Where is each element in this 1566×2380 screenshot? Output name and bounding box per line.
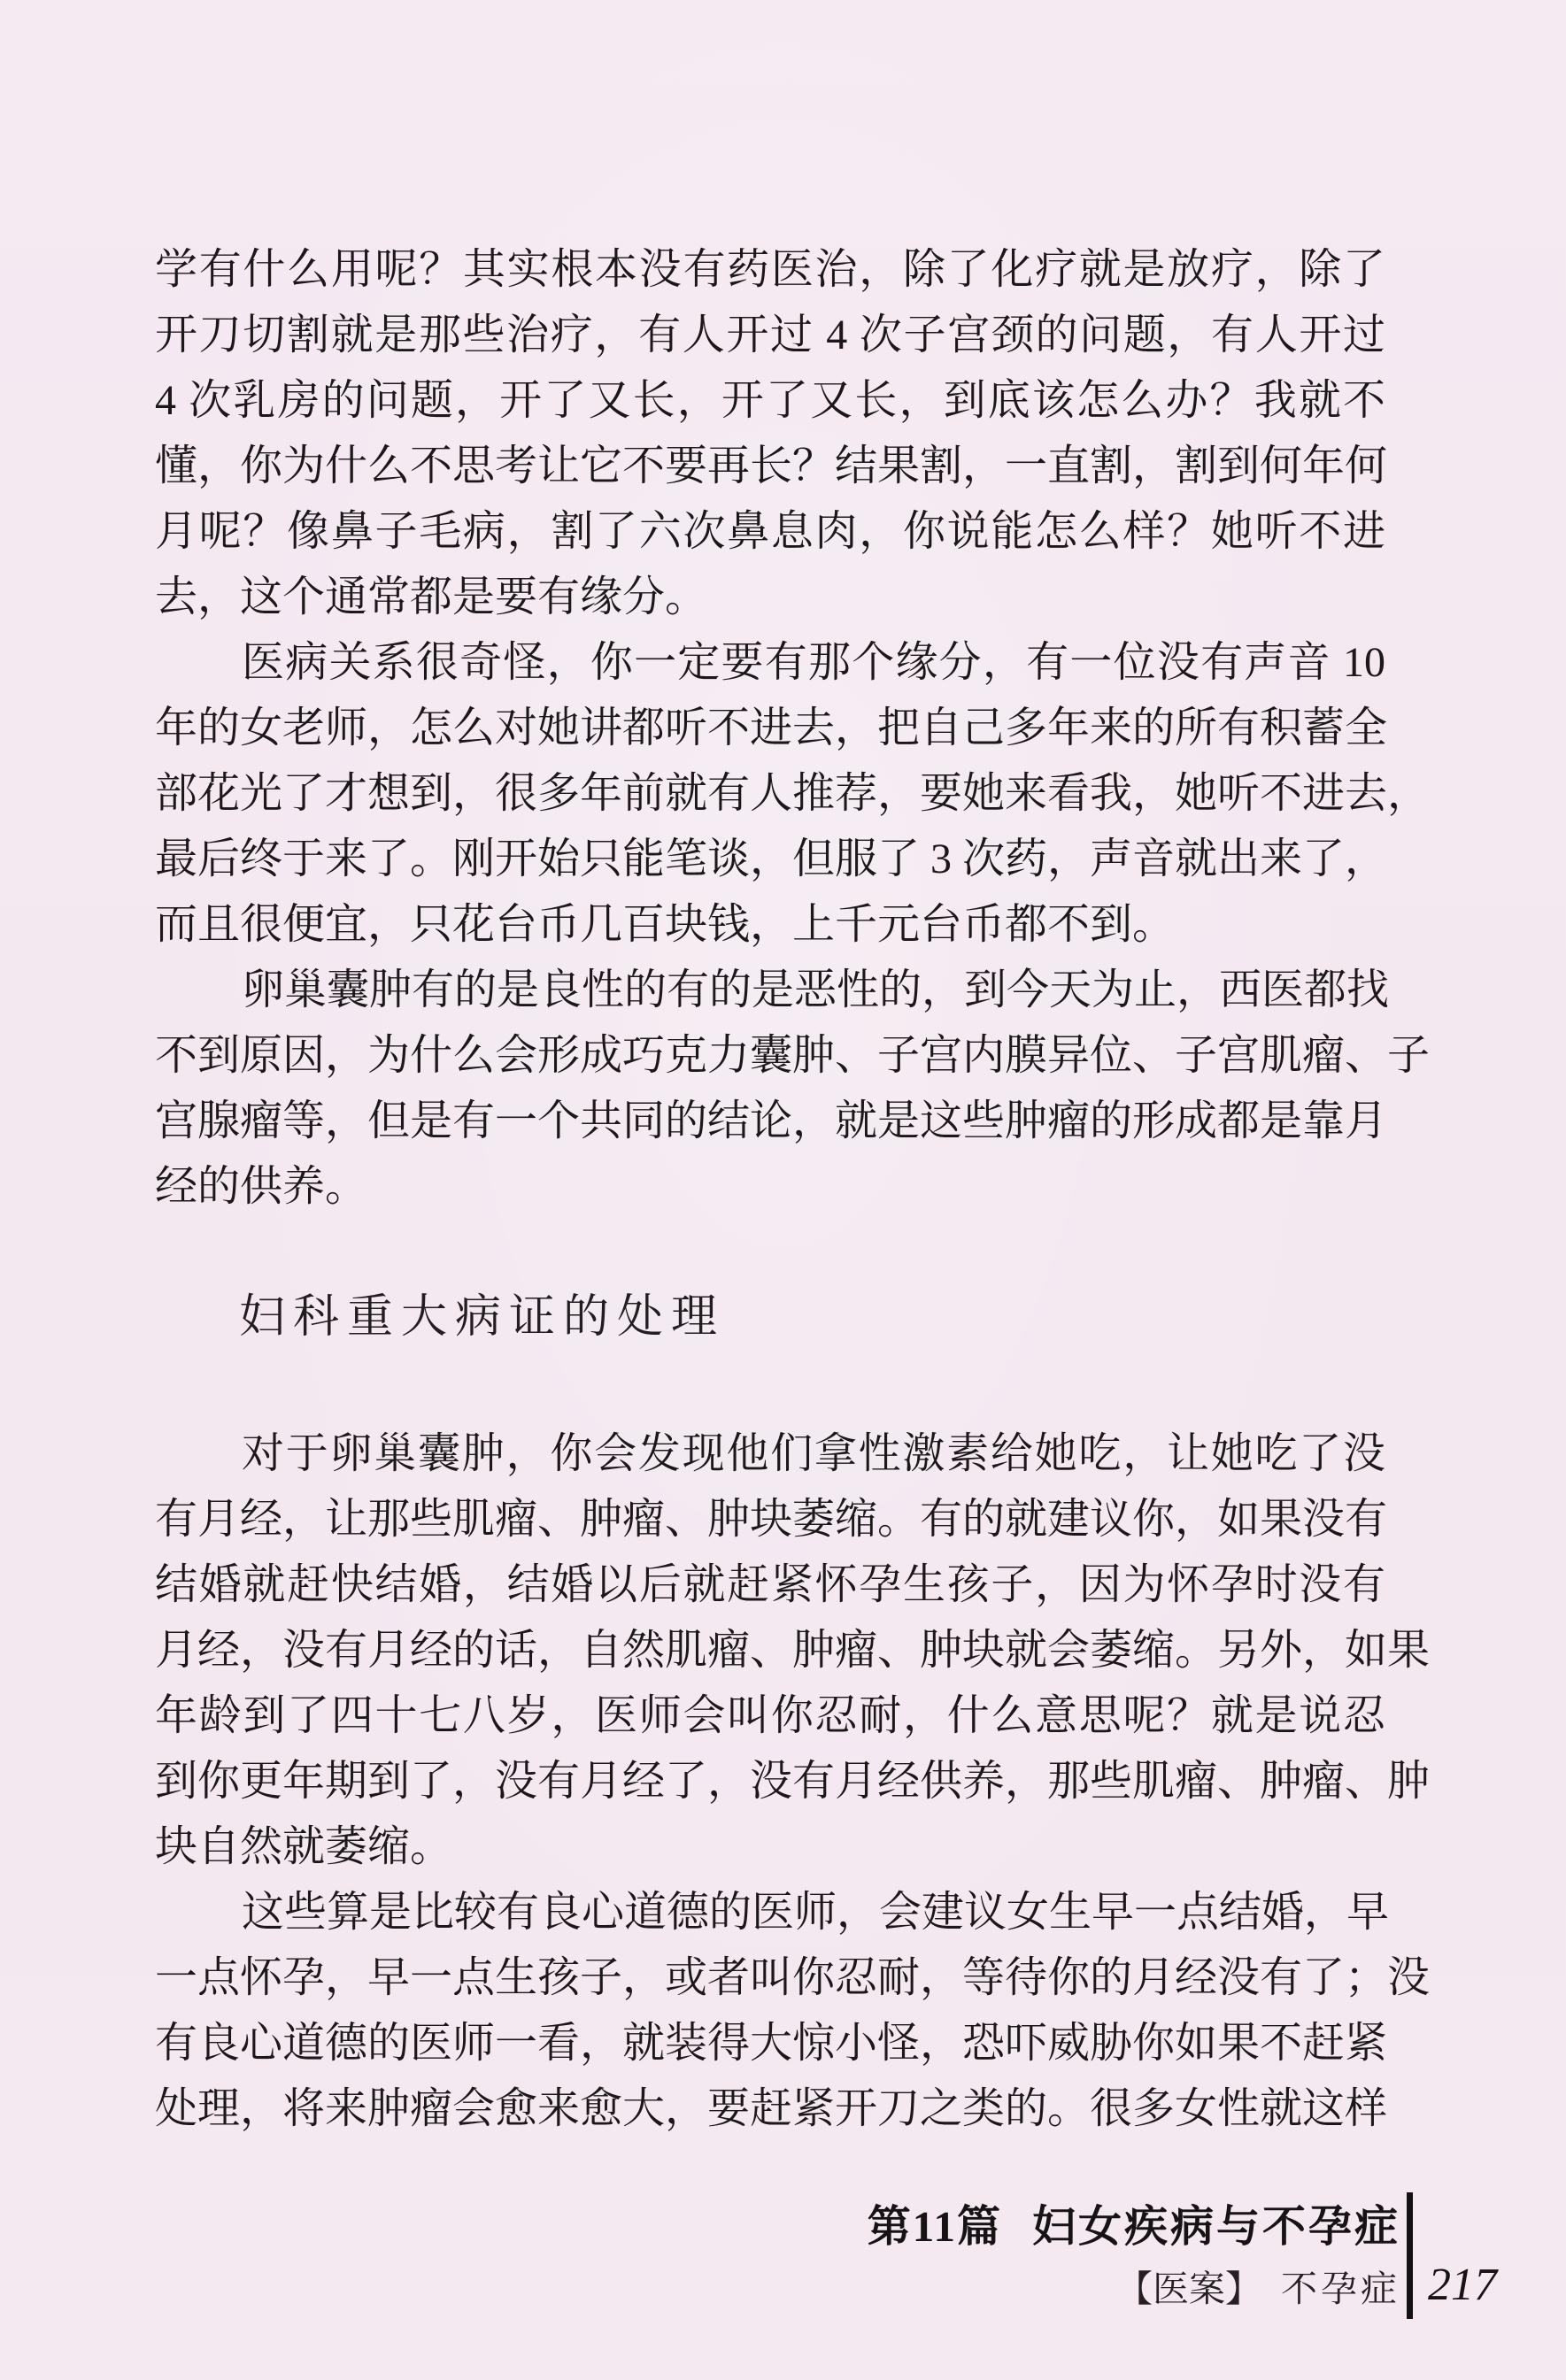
body-line: 部花光了才想到，很多年前就有人推荐，要她来看我，她听不进去，	[155, 770, 1431, 817]
chapter-number: 第11篇	[867, 2202, 1002, 2251]
body-line: 结婚就赶快结婚，结婚以后就赶紧怀孕生孩子，因为怀孕时没有	[155, 1561, 1385, 1608]
body-line: 到你更年期到了，没有月经了，没有月经供养，那些肌瘤、肿瘤、肿	[155, 1758, 1431, 1805]
case-label: 【医案】	[1116, 2268, 1261, 2309]
body-text-block-1	[155, 237, 1431, 1220]
case-name: 不孕症	[1281, 2268, 1400, 2309]
body-line: 月呢？像鼻子毛病，割了六次鼻息肉，你说能怎么样？她听不进	[155, 508, 1385, 555]
body-line: 一点怀孕，早一点生孩子，或者叫你忍耐，等待你的月经没有了；没	[155, 1954, 1431, 2001]
section-heading: 妇科重大病证的处理	[239, 1292, 726, 1343]
body-line: 对于卵巢囊肿，你会发现他们拿性激素给她吃，让她吃了没	[242, 1430, 1385, 1477]
body-line: 卵巢囊肿有的是良性的有的是恶性的，到今天为止，西医都找	[242, 967, 1390, 1013]
chapter-name: 妇女疾病与不孕症	[1031, 2202, 1400, 2251]
body-line: 有月经，让那些肌瘤、肿瘤、肿块萎缩。有的就建议你，如果没有	[155, 1496, 1388, 1543]
body-line: 学有什么用呢？其实根本没有药医治，除了化疗就是放疗，除了	[155, 246, 1385, 293]
body-line: 这些算是比较有良心道德的医师，会建议女生早一点结婚，早	[242, 1889, 1390, 1936]
body-line: 医病关系很奇怪，你一定要有那个缘分，有一位没有声音 10	[242, 639, 1385, 686]
body-line: 处理，将来肿瘤会愈来愈大，要赶紧开刀之类的。很多女性就这样	[155, 2085, 1388, 2132]
footer-chapter-title	[868, 2200, 1400, 2253]
body-line: 去，这个通常都是要有缘分。	[155, 574, 708, 620]
body-line: 年的女老师，怎么对她讲都听不进去，把自己多年来的所有积蓄全	[155, 705, 1388, 751]
body-line: 年龄到了四十七八岁，医师会叫你忍耐，什么意思呢？就是说忍	[155, 1692, 1385, 1739]
body-line: 最后终于来了。刚开始只能笔谈，但服了 3 次药，声音就出来了，	[155, 836, 1388, 882]
body-line: 月经，没有月经的话，自然肌瘤、肿瘤、肿块就会萎缩。另外，如果	[155, 1627, 1431, 1674]
page-number: 217	[1428, 2260, 1497, 2310]
body-line: 4 次乳房的问题，开了又长，开了又长，到底该怎么办？我就不	[155, 377, 1385, 424]
body-line: 有良心道德的医师一看，就装得大惊小怪，恐吓威胁你如果不赶紧	[155, 2020, 1388, 2067]
body-line: 开刀切割就是那些治疗，有人开过 4 次子宫颈的问题，有人开过	[155, 312, 1385, 358]
body-line: 经的供养。	[155, 1163, 368, 1210]
body-line: 不到原因，为什么会形成巧克力囊肿、子宫内膜异位、子宫肌瘤、子	[155, 1032, 1431, 1079]
body-line: 块自然就萎缩。	[155, 1823, 453, 1870]
body-line: 而且很便宜，只花台币几百块钱，上千元台币都不到。	[155, 901, 1176, 948]
body-line: 懂，你为什么不思考让它不要再长？结果割，一直割，割到何年何	[155, 443, 1388, 489]
footer-divider-bar	[1407, 2192, 1413, 2319]
body-text-block-2	[155, 1421, 1431, 2142]
footer-section-title	[1116, 2266, 1400, 2312]
body-line: 宫腺瘤等，但是有一个共同的结论，就是这些肿瘤的形成都是靠月	[155, 1098, 1388, 1144]
